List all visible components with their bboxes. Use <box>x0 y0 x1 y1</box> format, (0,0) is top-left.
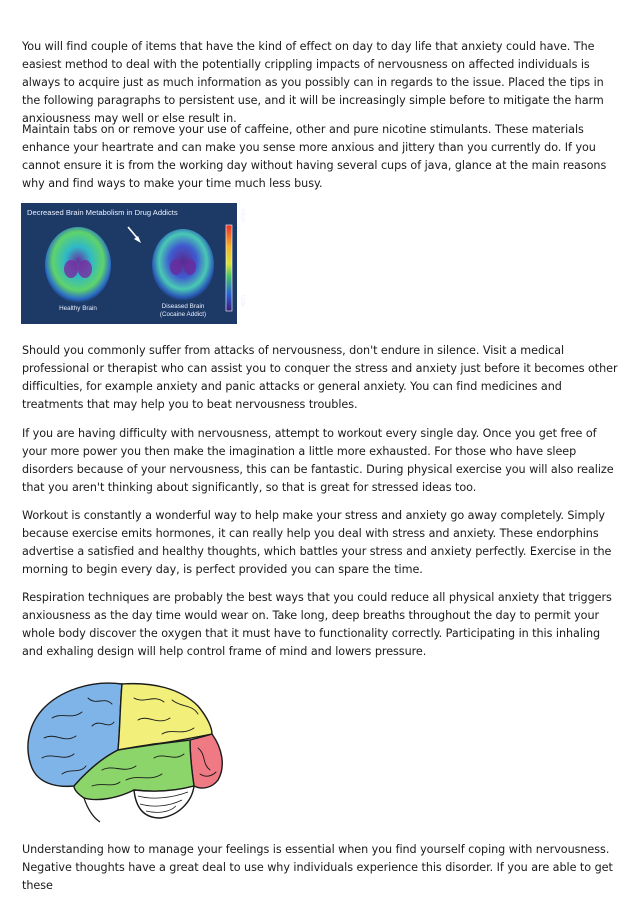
paragraph-3: Should you commonly suffer from attacks of nervousness, don't endure in silence. Visit a medical professional or therapist who can assist you to conquer the stress and anxiety just before it becomes other difficulties, for example anxiety and panic attacks or general anxiety. You can find medicines and treatments that may help you to beat nervousness troubles. <box>22 344 618 411</box>
scale-low-label: LOW <box>239 295 245 307</box>
diseased-brain-label-line2: (Cocaine Addict) <box>159 311 207 318</box>
paragraph-5: Workout is constantly a wonderful way to help make your stress and anxiety go away completely. Simply because exercise emits hormones, it can really help you deal with stress and anxiety. These endorphins advertise a satisfied and healthy thoughts, which battles your stress and anxiety perfectly. Exercise in the morning to begin every day, is perfect provided you can spare the time. <box>22 509 612 576</box>
paragraph-1: You will find couple of items that have the kind of effect on day to day life that anxiety could have. The easiest method to deal with the potentially crippling impacts of nervousness on affected individuals is always to acquire just as much information as you possibly can in regards to the issue. Placed the tips in the following paragraphs to persistent use, and it will be increasingly simple before to mitigate the harm anxiousness may well or else result in. <box>22 40 604 125</box>
scale-high-label: HIGH <box>239 209 245 222</box>
diseased-brain-scan <box>152 229 214 301</box>
paragraph-2: Maintain tabs on or remove your use of caffeine, other and pure nicotine stimulants. These materials enhance your heartrate and can make you sense more anxious and jittery than you currently do. If you cannot ensure it is from the working day without having several cups of java, glance at the main reasons why and find ways to make your time much less busy. <box>22 123 607 190</box>
occipital-lobe <box>190 734 222 788</box>
healthy-brain-scan <box>45 227 111 303</box>
cerebellum <box>134 786 194 818</box>
paragraph-4: If you are having difficulty with nervousness, attempt to workout every single day. Once you get free of your more power you then make the imagination a little more exhausted. For those who have sleep disorders because of your nervousness, this can be fantastic. During physical exercise you will also realize that you aren't thinking about significantly, so that is great for stressed ideas too. <box>22 427 614 494</box>
color-scale-bar <box>226 225 232 311</box>
brain-scan-image <box>21 203 245 324</box>
scan-title: Decreased Brain Metabolism in Drug Addicts <box>27 208 178 217</box>
brain-lobes-illustration <box>22 678 234 824</box>
healthy-brain-label: Healthy Brain <box>59 305 97 312</box>
diseased-brain-label-line1: Diseased Brain <box>161 303 205 310</box>
paragraph-6: Respiration techniques are probably the best ways that you could reduce all physical anxiety that triggers anxiousness as the day time would wear on. Take long, deep breaths throughout the day to permit your whole body discover the oxygen that it must have to functionality correctly. Participating in this inhaling and exhaling design will help control frame of mind and lowers pressure. <box>22 591 612 658</box>
paragraph-7: Understanding how to manage your feelings is essential when you find yourself coping with nervousness. Negative thoughts have a great deal to use why individuals experience this disorder. If you are able to get these <box>22 843 613 892</box>
diseased-brain-label <box>145 303 221 319</box>
